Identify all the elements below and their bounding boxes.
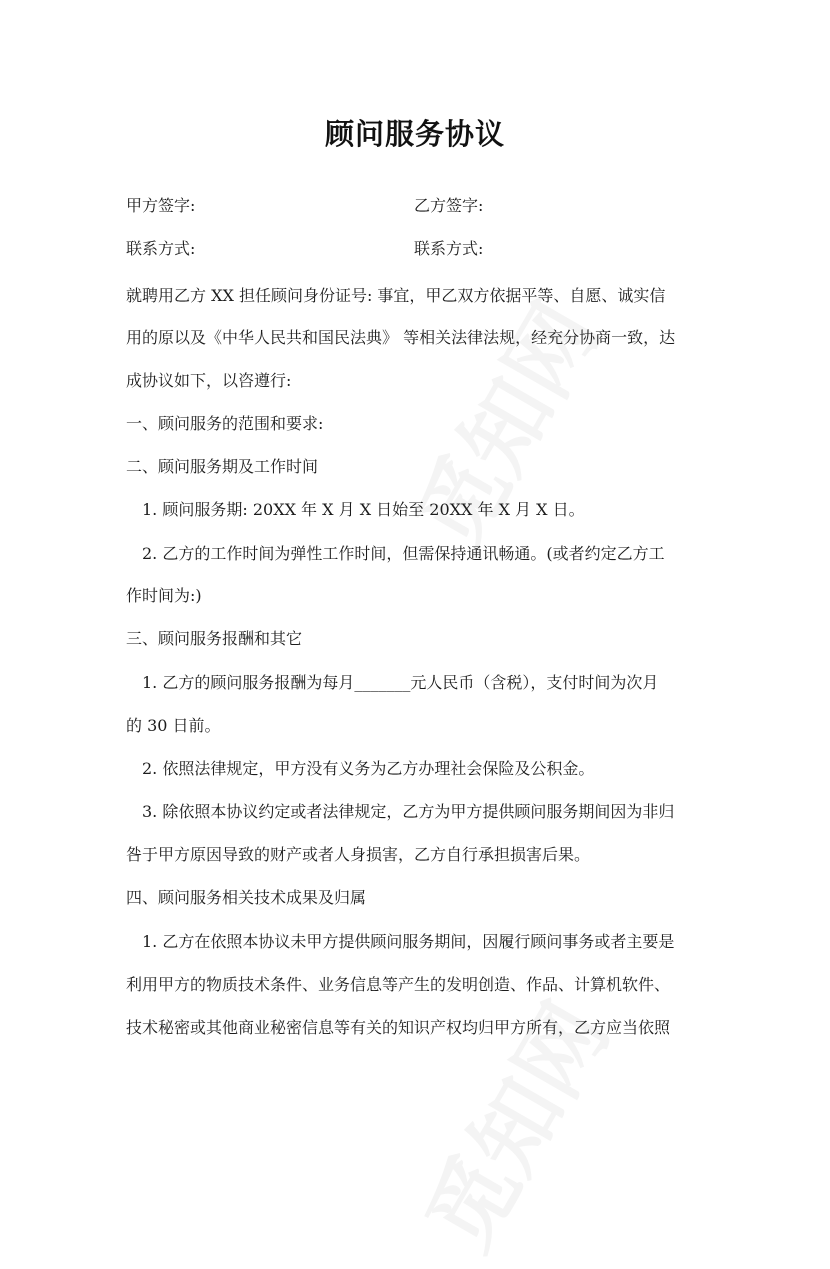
clause-line: 1. 乙方在依照本协议未甲方提供顾问服务期间，因履行顾问事务或者主要是	[142, 932, 675, 951]
clause-line: 咎于甲方原因导致的财产或者人身损害，乙方自行承担损害后果。	[126, 845, 591, 864]
intro-line: 用的原以及《中华人民共和国民法典》 等相关法律法规，经充分协商一致，达	[126, 328, 676, 347]
section-heading-4: 四、顾问服务相关技术成果及归属	[126, 888, 367, 907]
clause-line: 作时间为:)	[126, 586, 202, 605]
party-b-signature: 乙方签字:	[414, 196, 484, 215]
watermark	[381, 277, 622, 569]
party-a-signature: 甲方签字:	[126, 196, 196, 215]
intro-line: 就聘用乙方 XX 担任顾问身份证号: 事宜，甲乙双方依据平等、自愿、诚实信	[126, 286, 666, 305]
clause-line: 1. 顾问服务期: 20XX 年 X 月 X 日始至 20XX 年 X 月 X 日。	[142, 500, 585, 519]
document-title: 顾问服务协议	[324, 117, 505, 151]
clause-line: 技术秘密或其他商业秘密信息等有关的知识产权均归甲方所有，乙方应当依照	[126, 1018, 671, 1037]
party-b-contact: 联系方式:	[414, 239, 484, 258]
section-heading-3: 三、顾问服务报酬和其它	[126, 629, 303, 648]
clause-line: 利用甲方的物质技术条件、业务信息等产生的发明创造、作品、计算机软件、	[126, 975, 671, 994]
intro-line: 成协议如下，以咨遵行:	[126, 371, 292, 390]
clause-line: 1. 乙方的顾问服务报酬为每月_______元人民币（含税），支付时间为次月	[142, 673, 659, 692]
clause-line: 3. 除依照本协议约定或者法律规定，乙方为甲方提供顾问服务期间因为非归	[142, 802, 675, 821]
clause-line: 2. 依照法律规定，甲方没有义务为乙方办理社会保险及公积金。	[142, 759, 595, 778]
clause-line: 的 30 日前。	[126, 716, 221, 735]
section-heading-2: 二、顾问服务期及工作时间	[126, 457, 319, 476]
party-a-contact: 联系方式:	[126, 239, 196, 258]
section-heading-1: 一、顾问服务的范围和要求:	[126, 414, 324, 433]
clause-line: 2. 乙方的工作时间为弹性工作时间，但需保持通讯畅通。(或者约定乙方工	[142, 544, 665, 563]
